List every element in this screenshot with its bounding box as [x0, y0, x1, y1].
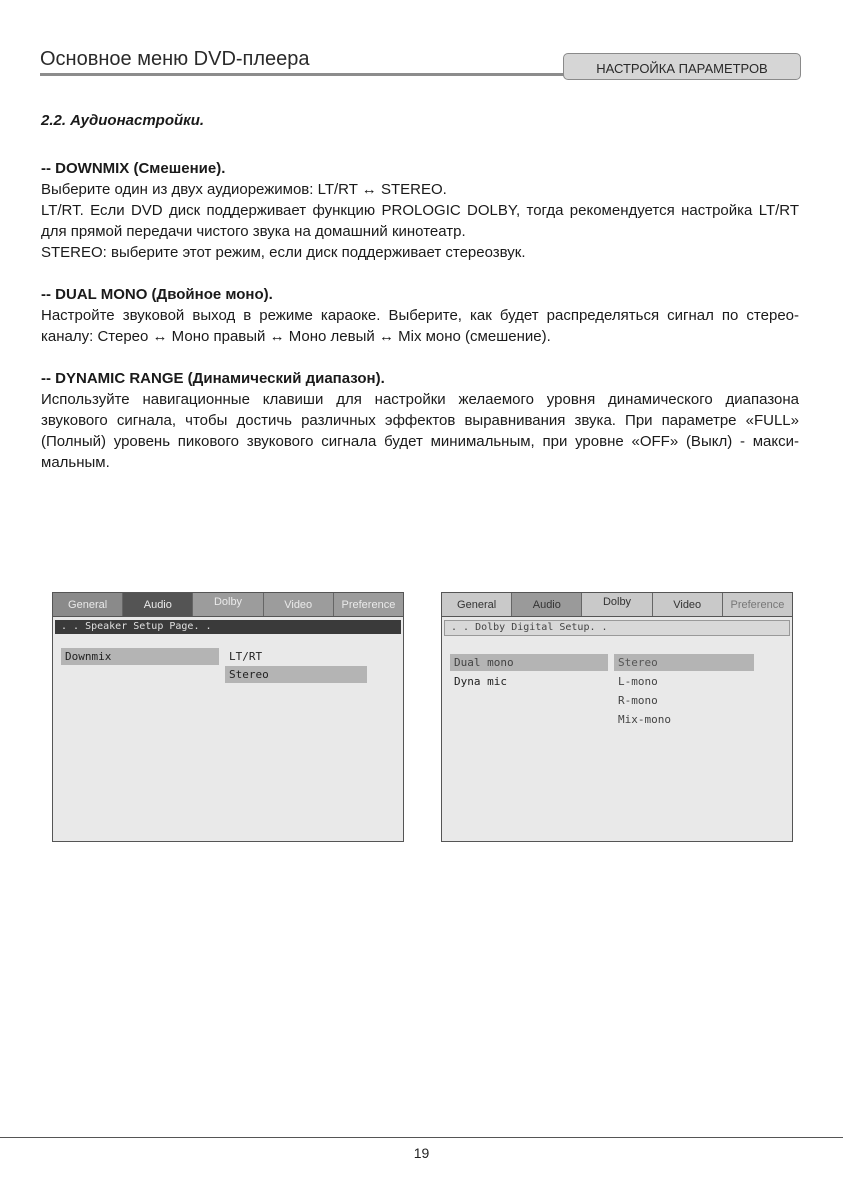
section-heading: 2.2. Аудионастройки. — [41, 112, 205, 129]
option-stereo[interactable]: Stereo — [225, 666, 367, 683]
tab-general[interactable]: General — [442, 593, 512, 616]
menu-item-downmix[interactable]: Downmix — [61, 648, 219, 665]
option-lt-rt[interactable]: LT/RT — [229, 650, 263, 663]
osd-page-title: . . Speaker Setup Page. . — [55, 620, 401, 634]
option-r-mono[interactable]: R-mono — [618, 694, 658, 707]
downmix-line-3: STEREO: выберите этот режим, если диск поддерживает стереозвук. — [41, 244, 526, 261]
tab-preference[interactable]: Preference — [334, 593, 403, 616]
option-stereo[interactable]: Stereo — [614, 654, 754, 671]
osd-tab-bar — [53, 593, 403, 617]
downmix-title: -- DOWNMIX (Смешение). — [41, 160, 226, 177]
tab-dolby[interactable]: Dolby — [193, 593, 263, 616]
page-number: 19 — [413, 1145, 430, 1161]
osd-dolby-digital-setup — [441, 592, 793, 842]
dual-mono-block — [41, 284, 799, 347]
page-header-title: Основное меню DVD-плеера — [40, 48, 310, 70]
content — [41, 110, 799, 494]
tab-audio[interactable]: Audio — [123, 593, 193, 616]
tab-video[interactable]: Video — [264, 593, 334, 616]
downmix-block — [41, 158, 799, 263]
section-tab: НАСТРОЙКА ПАРАМЕТРОВ — [563, 53, 801, 80]
dual-mono-text: Настройте звуковой выход в режиме караоке. Выберите, как будет распределяться сигнал по стерео-каналу: Стерео ↔ Моно правый ↔ Моно левый ↔ Mix моно (смешение). — [41, 307, 799, 345]
tab-audio[interactable]: Audio — [512, 593, 582, 616]
footer-rule — [0, 1137, 843, 1138]
tab-video[interactable]: Video — [653, 593, 723, 616]
osd-page-title: . . Dolby Digital Setup. . — [444, 620, 790, 636]
osd-speaker-setup — [52, 592, 404, 842]
downmix-line-1: Выберите один из двух аудиорежимов: LT/RT ↔ STEREO. — [41, 181, 447, 198]
dual-mono-title: -- DUAL MONO (Двойное моно). — [41, 286, 273, 303]
dynamic-range-title: -- DYNAMIC RANGE (Динамический диапазон). — [41, 370, 385, 387]
downmix-line-2: LT/RT. Если DVD диск поддерживает функцию PROLOGIC DOLBY, тогда рекомендуется настройка LT/RT для прямой передачи чистого звука на домашний кинотеатр. — [41, 202, 799, 240]
option-mix-mono[interactable]: Mix-mono — [618, 713, 671, 726]
menu-item-dynamic[interactable]: Dyna mic — [454, 675, 507, 688]
tab-preference[interactable]: Preference — [723, 593, 792, 616]
dynamic-range-block — [41, 368, 799, 473]
menu-item-dual-mono[interactable]: Dual mono — [450, 654, 608, 671]
dynamic-range-text: Используйте навигационные клавиши для настройки желаемого уровня динамического диапазона звукового сигнала, чтобы достичь различных эффектов выравнивания звука. При параметре «FULL» (Полный) уровень пикового звукового сигнала будет минимальным, при уровне «OFF» (Выкл) - макси-мальным. — [41, 391, 799, 471]
option-l-mono[interactable]: L-mono — [618, 675, 658, 688]
osd-tab-bar — [442, 593, 792, 617]
tab-dolby[interactable]: Dolby — [582, 593, 652, 616]
tab-general[interactable]: General — [53, 593, 123, 616]
